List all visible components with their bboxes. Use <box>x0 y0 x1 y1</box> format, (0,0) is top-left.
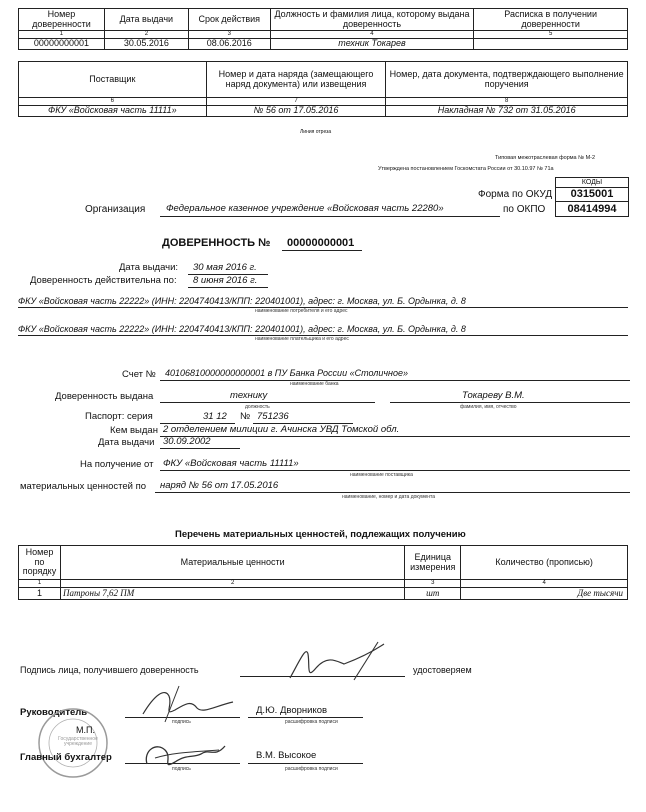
issued-to-position: технику <box>230 390 268 401</box>
organization-value: Федеральное казенное учреждение «Войсковая часть 22280» <box>166 203 444 214</box>
organization-underline <box>160 216 500 217</box>
receipt-values-value: наряд № 56 от 17.05.2016 <box>160 480 279 491</box>
position-caption: должность <box>245 404 270 410</box>
header-cell: Номер по порядку <box>19 546 61 580</box>
certify-text: удостоверяем <box>413 665 472 675</box>
organization-label: Организация <box>85 204 146 215</box>
payer-value: ФКУ «Войсковая часть 22222» (ИНН: 2204740413/КПП: 220401001), адрес: г. Москва, ул. Б. Ордынка, д. 8 <box>18 324 466 334</box>
account-label: Счет № <box>122 369 156 380</box>
recipient-signature <box>280 640 390 690</box>
header-cell: Должность и фамилия лица, которому выдана доверенность <box>270 9 474 31</box>
receipt-from-underline <box>160 470 630 471</box>
receipt-from-caption: наименование поставщика <box>350 472 413 478</box>
okud-label: Форма по ОКУД <box>478 189 553 200</box>
passport-date-underline <box>160 448 240 449</box>
value-cell: ФКУ «Войсковая часть 11111» <box>19 106 207 117</box>
receipt-from-label: На получение от <box>80 459 154 470</box>
passport-date-label: Дата выдачи <box>98 437 155 448</box>
issue-date-label: Дата выдачи: <box>119 262 179 273</box>
header-cell: Единица измерения <box>405 546 461 580</box>
issued-to-name: Токареву В.М. <box>462 390 525 401</box>
okud-code: 0315001 <box>556 188 629 202</box>
consumer-value: ФКУ «Войсковая часть 22222» (ИНН: 2204740413/КПП: 220401001), адрес: г. Москва, ул. Б. Ордынка, д. 8 <box>18 296 466 306</box>
head-signature-caption: подпись <box>172 719 191 725</box>
column-number: 3 <box>405 580 461 588</box>
passport-number: 751236 <box>257 411 289 422</box>
codes-header: КОДЫ <box>556 178 629 188</box>
recipient-signature-label: Подпись лица, получившего доверенность <box>20 665 199 675</box>
accountant-signature-caption: подпись <box>172 766 191 772</box>
column-number: 3 <box>188 31 270 39</box>
value-cell: 00000000001 <box>19 39 105 50</box>
header-cell: Материальные ценности <box>60 546 404 580</box>
valid-until-underline <box>188 287 268 288</box>
accountant-name: В.М. Высокое <box>256 750 317 761</box>
accountant-label: Главный бухгалтер <box>20 752 112 763</box>
cut-line-label: Линия отреза <box>300 129 332 135</box>
column-number: 1 <box>19 31 105 39</box>
payer-caption: наименование плательщика и его адрес <box>255 336 349 342</box>
issued-to-label: Доверенность выдана <box>55 391 154 402</box>
passport-series: 31 12 <box>203 411 227 422</box>
passport-issuer: 2 отделением милиции г. Ачинска УВД Томской обл. <box>163 424 400 435</box>
number-underline <box>282 250 362 251</box>
power-of-attorney-number: 00000000001 <box>287 237 355 249</box>
header-cell: Дата выдачи <box>104 9 188 31</box>
passport-date: 30.09.2002 <box>163 436 211 447</box>
page-title: ДОВЕРЕННОСТЬ № <box>162 237 271 249</box>
name-caption: фамилия, имя, отчество <box>460 404 517 410</box>
receipt-values-label: материальных ценностей по <box>20 481 147 492</box>
column-number: 4 <box>461 580 628 588</box>
consumer-caption: наименование потребителя и его адрес <box>255 308 348 314</box>
header-cell: Количество (прописью) <box>461 546 628 580</box>
row-quantity: Две тысячи <box>461 588 628 600</box>
head-label: Руководитель <box>20 707 88 718</box>
form-approved-line: Утверждена постановлением Госкомстата России от 30.10.97 № 71а <box>378 166 554 172</box>
value-cell: № 56 от 17.05.2016 <box>206 106 386 117</box>
passport-number-label: № <box>240 411 251 422</box>
valid-until-label: Доверенность действительна по: <box>30 275 177 286</box>
value-cell: Накладная № 732 от 31.05.2016 <box>386 106 628 117</box>
value-cell <box>474 39 628 50</box>
column-number: 8 <box>386 98 628 106</box>
header-cell: Поставщик <box>19 62 207 98</box>
head-name-caption: расшифровка подписи <box>285 719 338 725</box>
column-number: 6 <box>19 98 207 106</box>
okpo-code: 08414994 <box>556 202 629 217</box>
header-cell: Расписка в получении доверенности <box>474 9 628 31</box>
position-underline <box>160 402 375 403</box>
stamp-label: М.П. <box>76 725 95 735</box>
receipt-values-underline <box>155 492 630 493</box>
list-title: Перечень материальных ценностей, подлежащих получению <box>175 529 466 540</box>
header-cell: Номер и дата наряда (замещающего наряд документа) или извещения <box>206 62 386 98</box>
head-signature <box>135 684 245 729</box>
head-name: Д.Ю. Дворников <box>256 705 328 716</box>
accountant-name-caption: расшифровка подписи <box>285 766 338 772</box>
row-unit: шт <box>405 588 461 600</box>
issue-date-value: 30 мая 2016 г. <box>193 262 257 273</box>
counterfoil-table-2 <box>18 61 628 117</box>
okpo-label: по ОКПО <box>503 204 546 215</box>
accountant-name-line <box>248 763 363 764</box>
form-type-line: Типовая межотраслевая форма № М-2 <box>495 155 596 161</box>
column-number: 5 <box>474 31 628 39</box>
header-cell: Срок действия <box>188 9 270 31</box>
stamp-inner-text: Государственное учреждение <box>58 736 98 747</box>
materials-table <box>18 545 628 600</box>
name-underline <box>390 402 630 403</box>
column-number: 7 <box>206 98 386 106</box>
value-cell: 30.05.2016 <box>104 39 188 50</box>
column-number: 4 <box>270 31 474 39</box>
row-material: Патроны 7,62 ПМ <box>60 588 404 600</box>
receipt-values-caption: наименование, номер и дата документа <box>342 494 436 500</box>
account-value: 40106810000000000001 в ПУ Банка России «Столичное» <box>165 368 408 378</box>
codes-box <box>555 177 629 217</box>
column-number: 1 <box>19 580 61 588</box>
account-caption: наименование банка <box>290 381 339 387</box>
column-number: 2 <box>60 580 404 588</box>
passport-issuer-underline <box>160 436 630 437</box>
column-number: 2 <box>104 31 188 39</box>
passport-series-label: Паспорт: серия <box>85 411 153 422</box>
value-cell: техник Токарев <box>270 39 474 50</box>
counterfoil-table <box>18 8 628 50</box>
accountant-signature <box>135 728 245 778</box>
head-name-line <box>248 717 363 718</box>
row-number: 1 <box>19 588 61 600</box>
valid-until-value: 8 июня 2016 г. <box>193 275 258 286</box>
header-cell: Номер, дата документа, подтверждающего выполнение поручения <box>386 62 628 98</box>
table-row <box>19 588 628 600</box>
passport-issuer-label: Кем выдан <box>110 425 158 436</box>
receipt-from-value: ФКУ «Войсковая часть 11111» <box>163 458 299 469</box>
header-cell: Номер доверенности <box>19 9 105 31</box>
account-underline <box>160 380 630 381</box>
value-cell: 08.06.2016 <box>188 39 270 50</box>
